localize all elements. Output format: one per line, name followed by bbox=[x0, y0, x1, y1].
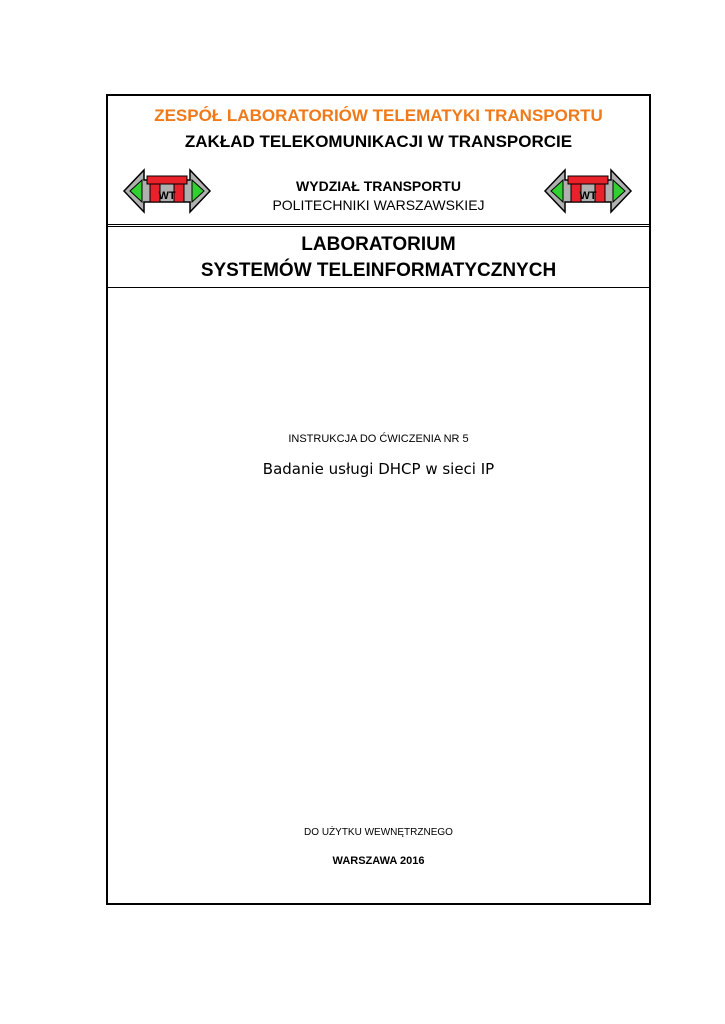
team-title: ZESPÓŁ LABORATORIÓW TELEMATYKI TRANSPORTU bbox=[154, 106, 603, 125]
title-page-frame bbox=[106, 94, 651, 905]
faculty-name: WYDZIAŁ TRANSPORTU bbox=[296, 178, 461, 194]
double-divider bbox=[108, 224, 649, 227]
instruction-label: INSTRUKCJA DO ĆWICZENIA NR 5 bbox=[288, 433, 469, 445]
lab-title-line1: LABORATORIUM bbox=[301, 234, 456, 255]
department-title: ZAKŁAD TELEKOMUNIKACJI W TRANSPORCIE bbox=[184, 132, 573, 151]
logo-letters: WT bbox=[158, 190, 176, 202]
lab-title-line2: SYSTEMÓW TELEINFORMATYCZNYCH bbox=[200, 260, 557, 281]
university-name: POLITECHNIKI WARSZAWSKIEJ bbox=[272, 197, 485, 213]
header-divider bbox=[108, 287, 649, 288]
exercise-topic: Badanie usługi DHCP w sieci IP bbox=[262, 460, 495, 478]
internal-use-note: DO UŻYTKU WEWNĘTRZNEGO bbox=[304, 827, 453, 838]
city-year: WARSZAWA 2016 bbox=[332, 855, 425, 867]
logo-letters: WT bbox=[579, 190, 597, 202]
